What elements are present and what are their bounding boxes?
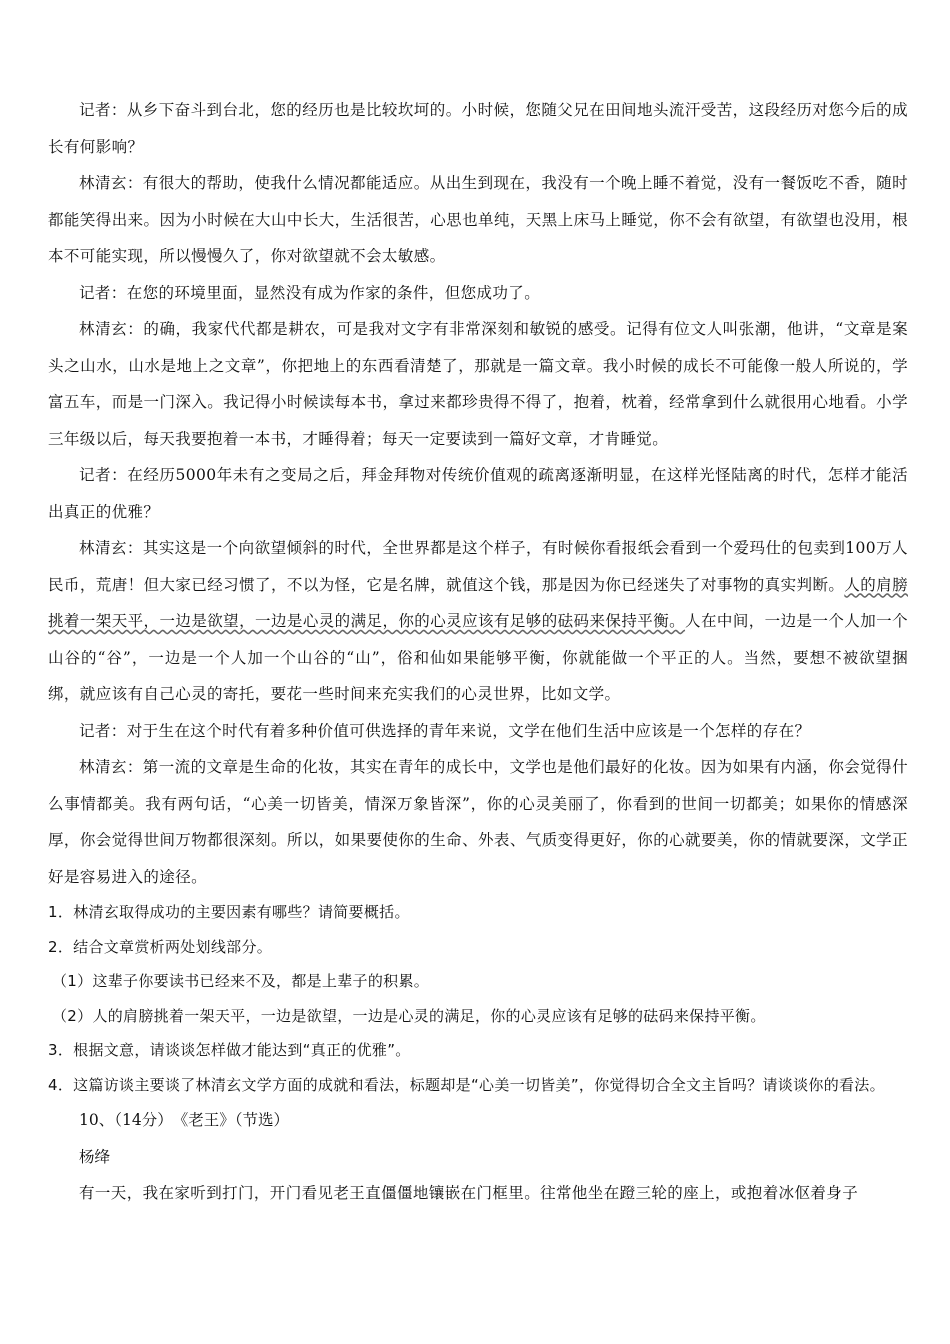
interview-paragraph: 林清玄：的确，我家代代都是耕农，可是我对文字有非常深刻和敏锐的感受。记得有位文人叫张潮，他讲，“文章是案头之山水，山水是地上之文章”，你把地上的东西看清楚了，那就是一篇文章。我小时候的成长不可能像一般人所说的，学富五车，而是一门深入。我记得小时候读每本书，拿过来都珍贵得不得了，抱着，枕着，经常拿到什么就很用心地看。小学三年级以后，每天我要抱着一本书，才睡得着；每天一定要读到一篇好文章，才肯睡觉。 [48,320,908,448]
question-2: 2．结合文章赏析两处划线部分。 [48,937,273,956]
interview-paragraph: 记者：对于生在这个时代有着多种价值可供选择的青年来说，文学在他们生活中应该是一个怎样的存在？ [79,721,811,740]
document-page [48,92,908,1212]
question-2-sub-2: （2）人的肩膀挑着一架天平，一边是欲望，一边是心灵的满足，你的心灵应该有足够的砝码来保持平衡。 [52,1006,766,1025]
section-10-first-paragraph: 有一天，我在家听到打门，开门看见老王直僵僵地镶嵌在门框里。往常他坐在蹬三轮的座上，或抱着冰伛着身子 [79,1184,859,1202]
question-4: 4．这篇访谈主要谈了林清玄文学方面的成就和看法，标题却是“心美一切皆美”，你觉得切合全文主旨吗？请谈谈你的看法。 [48,1075,885,1094]
interview-paragraph [48,530,908,713]
interview-paragraph: 林清玄：第一流的文章是生命的化妆，其实在青年的成长中，文学也是他们最好的化妆。因为如果有内涵，你会觉得什么事情都美。我有两句话，“心美一切皆美，情深万象皆深”，你的心灵美丽了，你看到的世间一切都美；如果你的情感深厚，你会觉得世间万物都很深刻。所以，如果要使你的生命、外表、气质变得更好，你的心就要美，你的情就要深，文学正好是容易进入的途径。 [48,758,908,886]
interview-paragraph: 林清玄：有很大的帮助，使我什么情况都能适应。从出生到现在，我没有一个晚上睡不着觉，没有一餐饭吃不香，随时都能笑得出来。因为小时候在大山中长大，生活很苦，心思也单纯，天黑上床马上睡觉，你不会有欲望，有欲望也没用，根本不可能实现，所以慢慢久了，你对欲望就不会太敏感。 [48,174,908,265]
section-10-author: 杨绛 [79,1147,111,1166]
section-10-heading: 10、（14分） 《老王》（节选） [79,1111,289,1129]
paragraph-part: 人在中间，一边是一个人加一个山谷的“谷”，一边是一个人加一个山谷的“山”，俗和仙如果能够平衡，你就能做一个平正的人。当然，要想不被欲望捆绑，就应该有自己心灵的寄托，要花一些时间来充实我们的心灵世界，比如文学。 [48,612,908,703]
question-2-sub-1: （1）这辈子你要读书已经来不及，都是上辈子的积累。 [52,972,430,990]
interview-paragraph: 记者：在经历5000年未有之变局之后，拜金拜物对传统价值观的疏离逐渐明显，在这样光怪陆离的时代，怎样才能活出真正的优雅？ [48,466,908,521]
question-1: 1．林清玄取得成功的主要因素有哪些？请简要概括。 [48,903,410,921]
paragraph-part: 林清玄：其实这是一个向欲望倾斜的时代，全世界都是这个样子，有时候你看报纸会看到一个爱玛仕的包卖到100万人民币，荒唐！但大家已经习惯了，不以为怪，它是名牌，就值这个钱，那是因为你已经迷失了对事物的真实判断。 [48,539,908,594]
interview-paragraph: 记者：在您的环境里面，显然没有成为作家的条件，但您成功了。 [79,283,541,302]
question-3: 3．根据文意，请谈谈怎样做才能达到“真正的优雅”。 [48,1041,411,1059]
interview-paragraph: 记者：从乡下奋斗到台北，您的经历也是比较坎坷的。小时候，您随父兄在田间地头流汗受苦，这段经历对您今后的成长有何影响？ [48,101,908,156]
underlined-sentence: 人的肩膀挑着一架天平，一边是欲望，一边是心灵的满足，你的心灵应该有足够的砝码来保持平衡。 [48,575,908,630]
